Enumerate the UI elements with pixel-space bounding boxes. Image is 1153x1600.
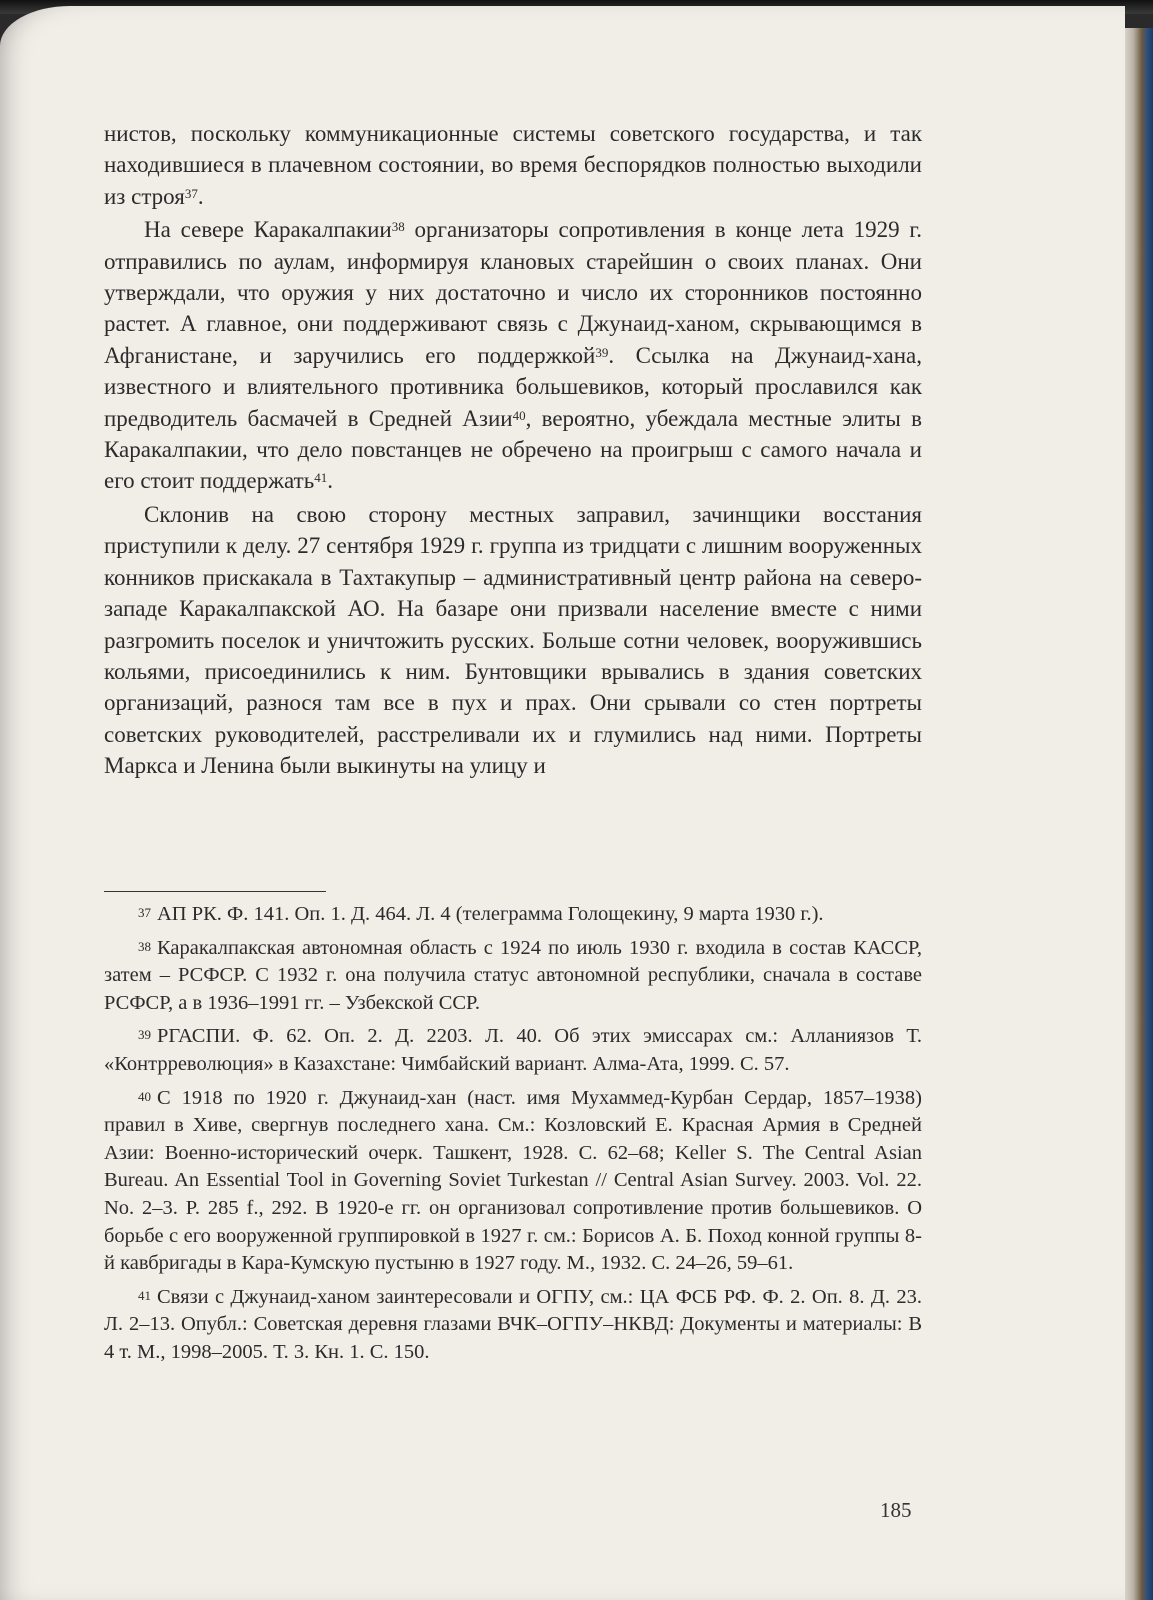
text-run: организаторы сопротивления в конце лета 1929 г. отправились по аулам, информируя клановых старейшин о своих планах. Они утверждали, что оружия у них достаточно и число их сторонников постоянно растет. А главное, они поддерживают связь с Джунаид-ханом, скрывающимся в Афганистане, и заручились его поддержкой <box>104 217 922 368</box>
footnote-divider <box>104 891 326 892</box>
text-run: . <box>197 183 204 209</box>
footnote-ref-40[interactable]: 40 <box>512 407 526 423</box>
footnote-number: 37 <box>138 905 151 920</box>
footnote-number: 39 <box>138 1027 151 1043</box>
footnote-text: АП РК. Ф. 141. Оп. 1. Д. 464. Л. 4 (телеграмма Голощекину, 9 марта 1930 г.). <box>157 903 824 925</box>
text-run: . Ссылка на Джунаид-хана, известного и влиятельного противника большевиков, который прославился как предводитель басмачей в Средней Азии <box>104 342 922 431</box>
footnote-ref-37[interactable]: 37 <box>184 185 198 201</box>
paragraph-1 <box>104 118 922 212</box>
book-page-edges <box>1125 28 1153 1600</box>
paragraph-3 <box>104 499 922 782</box>
footnote-ref-38[interactable]: 38 <box>391 219 405 235</box>
footnote-39 <box>104 1023 922 1078</box>
paragraph-2 <box>104 214 922 497</box>
footnote-40 <box>104 1085 922 1278</box>
text-run: нистов, поскольку коммуникационные системы советского государства, и так находившиеся в плачевном состоянии, во время беспорядков полностью выходили из строя <box>104 121 922 209</box>
footnote-text: Связи с Джунаид-ханом заинтересовали и ОГПУ, см.: ЦА ФСБ РФ. Ф. 2. Оп. 8. Д. 23. Л. 2–13. Опубл.: Советская деревня глазами ВЧК–ОГПУ–НКВД: Документы и материалы: В 4 т. М., 1998–2005. Т. 3. Кн. 1. С. 150. <box>104 1285 922 1363</box>
main-text <box>104 118 922 782</box>
footnote-text: Каракалпакская автономная область с 1924 по июль 1930 г. входила в состав КАССР, затем – РСФСР. С 1932 г. она получила статус автономной республики, сначала в составе РСФСР, а в 1936–1991 гг. – Узбекской ССР. <box>104 936 922 1014</box>
footnote-41 <box>104 1284 922 1367</box>
footnote-ref-41[interactable]: 41 <box>314 470 328 486</box>
footnote-38 <box>104 935 922 1018</box>
book-page <box>0 6 1125 1600</box>
footnote-text: С 1918 по 1920 г. Джунаид-хан (наст. имя Мухаммед-Курбан Сердар, 1857–1938) правил в Хиве, свергнув последнего хана. См.: Козловский Е. Красная Армия в Средней Азии: Военно-исторический очерк. Ташкент, 1928. С. 62–68; Keller S. The Central Asian Bureau. An Essential Tool in Governing Soviet Turkestan // Central Asian Survey. 2003. Vol. 22. No. 2–3. P. 285 f., 292. В 1920-е гг. он организовал сопротивление против большевиков. О борьбе с его вооруженной группировкой в 1927 г. см.: Борисов А. Б. Поход конной группы 8-й кавбригады в Кара-Кумскую пустыню в 1927 году. М., 1932. С. 24–26, 59–61. <box>104 1086 922 1275</box>
text-run: , вероятно, убеждала местные элиты в Каракалпакии, что дело повстанцев не обречено на проигрыш с самого начала и его стоит поддержать <box>104 405 922 494</box>
footnote-number: 38 <box>138 938 151 954</box>
text-run: На севере Каракалпакии <box>144 217 392 243</box>
footnote-37 <box>104 901 922 929</box>
footnotes-section <box>104 901 922 1373</box>
text-run: . <box>327 468 333 494</box>
page-number: 185 <box>880 1498 912 1522</box>
footnote-text: РГАСПИ. Ф. 62. Оп. 2. Д. 2203. Л. 40. Об этих эмиссарах см.: Алланиязов Т. «Контрреволюция» в Казахстане: Чимбайский вариант. Алма-Ата, 1999. С. 57. <box>104 1025 922 1075</box>
footnote-number: 41 <box>138 1287 151 1303</box>
footnote-ref-39[interactable]: 39 <box>595 344 609 360</box>
text-run: Склонив на свою сторону местных заправил, зачинщики восстания приступили к делу. 27 сентября 1929 г. группа из тридцати с лишним вооруженных конников прискакала в Тахтакупыр – административный центр района на северо-западе Каракалпакской АО. На базаре они призвали население вместе с ними разгромить поселок и уничтожить русских. Больше сотни человек, вооружившись кольями, присоединились к ним. Бунтовщики врывались в здания советских организаций, разнося там все в пух и прах. Они срывали со стен портреты советских руководителей, расстреливали их и глумились над ними. Портреты Маркса и Ленина были выкинуты на улицу и <box>104 501 922 779</box>
footnote-number: 40 <box>138 1088 151 1104</box>
